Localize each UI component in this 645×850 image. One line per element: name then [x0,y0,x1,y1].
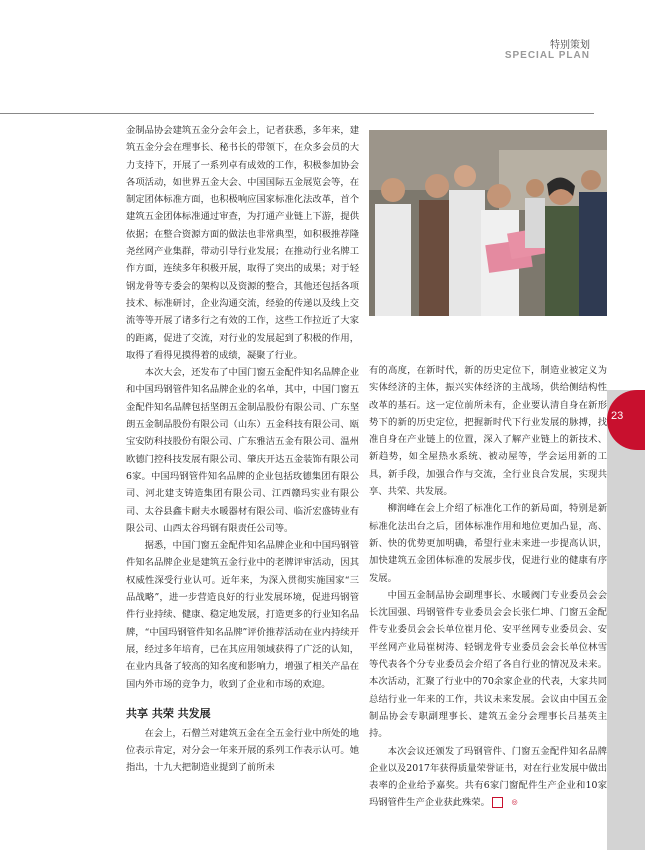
paragraph: 在会上，石僧兰对建筑五金在全五金行业中所处的地位表示肯定，对分会一年来开展的系列工作表示认可。她指出，十九大把制造业提到了前所未 [126,727,359,774]
end-mark-icon: ◎ [492,797,503,808]
paragraph: 有的高度，在新时代，新的历史定位下，制造业被定义为实体经济的主体，振兴实体经济的主战场，供给侧结构性改革的基石。这一定位前所未有，企业要认清自身在新形势下的新的历史定位，把握新时代下行业发展的脉搏，找准自身在产业链上的位置，深入了解产业链上的新技术、新趋势，如全屋热水系统、被动屋等，学会运用新的工具，新手段，加强合作与交流，全行业良合发展，实现共享、共荣、共发展。 [369,365,607,498]
paragraph: 本次大会，还发布了中国门窗五金配件知名品牌企业和中国玛钢管件知名品牌企业的名单，其中，中国门窗五金配件知名品牌包括坚朗五金制品股份有限公司、广东坚朗五金制品股份有限公司（山东）五金科技有限公司、瓯宝安防科技股份有限公司、广东雅洁五金有限公司、温州欧德门控科技发展有限公司、肇庆开达五金装饰有限公司6家。中国玛钢管件知名品牌的企业包括玫德集团有限公司、河北建支铸造集团有限公司、江西赣玛实业有限公司、太谷县鑫卡耐夫水暖器材有限公司、临沂宏盛铸业有限公司、山西太谷玛钢有限责任公司等。 [126,367,359,534]
paragraph: 据悉，中国门窗五金配件知名品牌企业和中国玛钢管件知名品牌企业是建筑五金行业中的老牌评审活动，因其权威性深受行业认可。近年来，为深入贯彻实施国家“三品战略”，进一步营造良好的行业发展环境，促进玛钢管件行业持续、健康、稳定地发展，打造更多的行业知名品牌，“中国玛钢管件知名品牌”评价推荐活动在业内持续开展，经过多年培育，已在其应用领域获得了广泛的认知，在业内具备了较高的知名度和影响力，增强了相关产品在国内外市场的竞争力，收到了企业和市场的欢迎。 [126,540,359,690]
page-number: 23 [611,410,624,422]
closing-paragraph-text: 本次会议还颁发了玛钢管件、门窗五金配件知名品牌企业以及2017年获得质量荣誉证书，对在行业发展中做出表率的企业给予嘉奖。共有6家门窗配件生产企业和10家玛钢管件生产企业获此殊荣。 [369,745,607,809]
paragraph: 中国五金制品协会副理事长、水暖阀门专业委员会会长沈国强、玛钢管件专业委员会会长张仁坤、门窗五金配件专业委员会会长单位崔月伦、安平丝网专业委员会、安平丝网产业局崔树涛、轻钢龙骨专业委员会会长单位林雪等代表各个分专业委员会介绍了各自行业的情况及未来。本次活动，汇聚了行业中的70余家企业的代表，大家共同总结行业一年来的工作，共议未来发展。会议由中国五金制品协会专职副理事长、建筑五金分会理事长吕基英主持。 [369,589,607,740]
ceremony-photo [369,130,607,316]
ceremony-photo-icon [369,130,607,316]
paragraph: 金制品协会建筑五金分会年会上，记者获悉，多年来，建筑五金分会在理事长、秘书长的带领下，在众多会员的大力支持下，开展了一系列卓有成效的工作，积极参加协会各项活动，如世界五金大会、中国国际五金展览会等，在制定团体标准方面，也积极响应国家标准化法改革，首个建筑五金团体标准通过审查，为打通产业链上下游，提供依据；在整合资源方面的做法也非常典型，如积极推荐隆尧丝网产业集群，带动引导行业发展；在推动行业名牌工作方面，连续多年积极开展，取得了突出的成果；对于轻钢龙骨等专委会的架构以及资源的整合，其他还包括各项技术、标准研讨，企业沟通交流，经验的传递以及线上交流等等开展了诸多行之有效的工作，这些工作拉近了大家的距离，促进了交流，对行业的发展起到了积极的作用，取得了看得见摸得着的成绩，凝聚了行业。 [126,125,359,361]
paragraph: 柳润峰在会上介绍了标准化工作的新局面，特别是新标准化法出台之后，团体标准作用和地位更加凸显，高、新、快的优势更加明确，希望行业未来进一步提高认识，加快建筑五金团体标准的发展步伐，促进行业的健康有序发展。 [369,503,607,584]
article-column-right [369,362,607,812]
section-title-en: SPECIAL PLAN [504,50,590,61]
section-subheading: 共享 共荣 共发展 [126,706,211,720]
paragraph [369,743,607,812]
side-bar [607,390,645,850]
section-title-cn: 特别策划 [550,40,590,51]
article-column-left [126,122,359,777]
header-rule [0,113,594,114]
